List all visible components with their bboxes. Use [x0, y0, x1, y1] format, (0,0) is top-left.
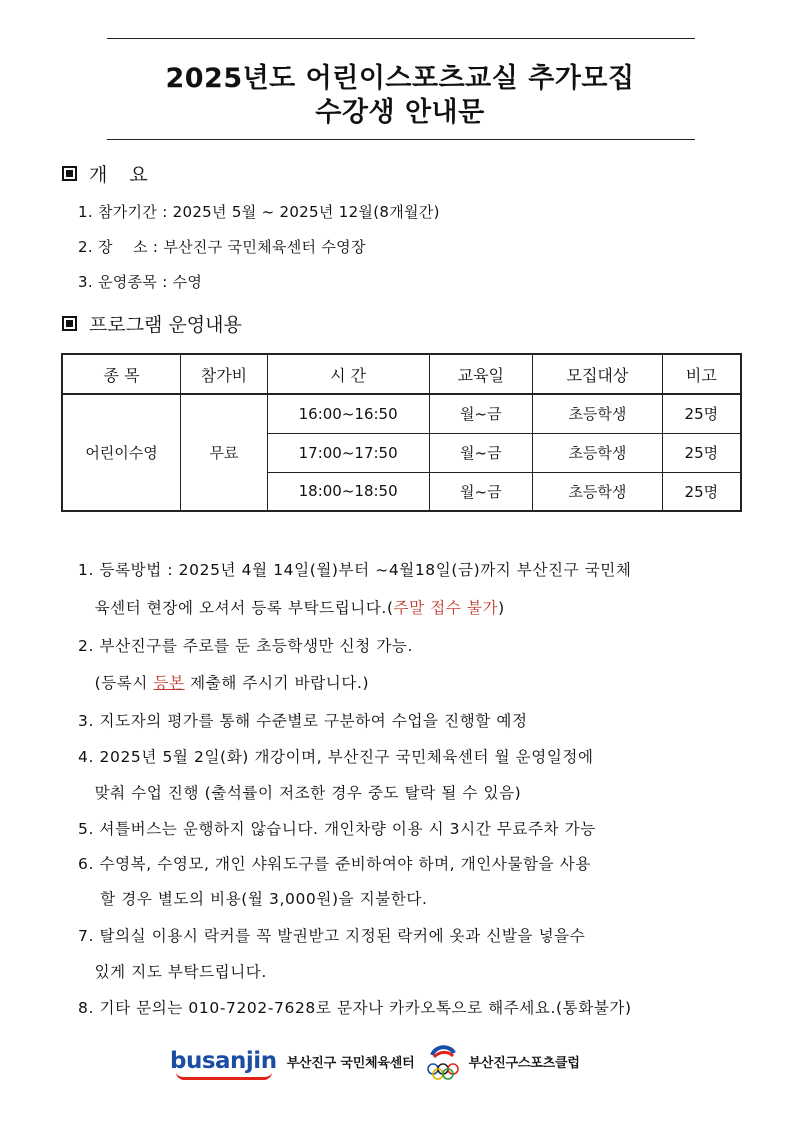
busanjin-logo — [170, 1048, 277, 1074]
sports-club-name: 부산진구스포츠클럽 — [468, 1055, 580, 1071]
cell-days: 월~금 — [429, 472, 533, 511]
footer-logos — [170, 1038, 630, 1084]
overview-item-period: 1. 참가기간 : 2025년 5월 ~ 2025년 12월(8개월간) — [78, 203, 440, 221]
overview-heading-label: 개 요 — [89, 164, 156, 186]
note-1-text: 육센터 현장에 오셔서 등록 부탁드립니다.( — [78, 599, 394, 617]
page-subtitle: 수강생 안내문 — [315, 97, 485, 128]
cell-target: 초등학생 — [533, 472, 663, 511]
header-target: 모집대상 — [533, 354, 663, 394]
section-program-heading — [62, 310, 242, 337]
note-7-line-1: 7. 탈의실 이용시 락커를 꼭 발권받고 지정된 락커에 옷과 신발을 넣을수 — [78, 927, 586, 945]
note-5: 5. 셔틀버스는 운행하지 않습니다. 개인차량 이용 시 3시간 무료주차 가능 — [78, 820, 596, 838]
note-6-line-2: 할 경우 별도의 비용(월 3,000원)을 지불한다. — [78, 890, 428, 908]
sports-center-name: 부산진구 국민체육센터 — [286, 1055, 415, 1071]
note-6-line-1: 6. 수영복, 수영모, 개인 샤워도구를 준비하여야 하며, 개인사물함을 사용 — [78, 855, 591, 873]
note-4-line-2: 맞춰 수업 진행 (출석률이 저조한 경우 중도 탈락 될 수 있음) — [78, 784, 522, 802]
header-event: 종 목 — [62, 354, 181, 394]
section-overview-heading — [62, 160, 156, 187]
note-1-close: ) — [498, 599, 505, 617]
cell-target: 초등학생 — [533, 433, 663, 472]
note-2-line-1: 2. 부산진구를 주로를 둔 초등학생만 신청 가능. — [78, 637, 413, 655]
note-4-line-1: 4. 2025년 5월 2일(화) 개강이며, 부산진구 국민체육센터 월 운영일정에 — [78, 748, 594, 766]
overview-item-sport: 3. 운영종목 : 수영 — [78, 273, 203, 291]
note-3: 3. 지도자의 평가를 통해 수준별로 구분하여 수업을 진행할 예정 — [78, 712, 528, 730]
cell-event: 어린이수영 — [62, 394, 181, 511]
header-note: 비고 — [662, 354, 741, 394]
header-days: 교육일 — [429, 354, 533, 394]
square-bullet-icon — [62, 166, 77, 181]
resident-certificate-highlight: 등본 — [153, 674, 185, 692]
note-8: 8. 기타 문의는 010-7202-7628로 문자나 카카오톡으로 해주세요.(통화불가) — [78, 999, 632, 1017]
page-title: 2025년도 어린이스포츠교실 추가모집 — [165, 63, 635, 94]
cell-days: 월~금 — [429, 394, 533, 433]
cell-time: 18:00~18:50 — [267, 472, 429, 511]
cell-note: 25명 — [662, 394, 741, 433]
bottom-rule — [107, 139, 695, 140]
program-table — [61, 353, 742, 512]
cell-note: 25명 — [662, 433, 741, 472]
cell-fee: 무료 — [181, 394, 268, 511]
note-2-text: (등록시 — [78, 674, 154, 692]
note-7-line-2: 있게 지도 부탁드립니다. — [78, 963, 267, 981]
table-row — [62, 394, 741, 433]
cell-days: 월~금 — [429, 433, 533, 472]
cell-target: 초등학생 — [533, 394, 663, 433]
square-bullet-icon — [62, 316, 77, 331]
table-header-row — [62, 354, 741, 394]
cell-note: 25명 — [662, 472, 741, 511]
note-1-line-2 — [78, 596, 505, 618]
sports-club-emblem-icon — [424, 1041, 462, 1081]
busanjin-logo-text: busanjin — [170, 1048, 277, 1074]
weekend-warning: 주말 접수 불가 — [393, 599, 499, 617]
header-time: 시 간 — [267, 354, 429, 394]
top-rule — [107, 38, 695, 39]
note-2-line-2 — [78, 671, 369, 693]
overview-item-place: 2. 장 소 : 부산진구 국민체육센터 수영장 — [78, 238, 366, 256]
header-fee: 참가비 — [181, 354, 268, 394]
note-2-rest: 제출해 주시기 바랍니다.) — [184, 674, 370, 692]
logo-swoosh — [176, 1072, 272, 1080]
note-1-line-1: 1. 등록방법 : 2025년 4월 14일(월)부터 ~4월18일(금)까지 부산진구 국민체 — [78, 561, 632, 579]
cell-time: 17:00~17:50 — [267, 433, 429, 472]
cell-time: 16:00~16:50 — [267, 394, 429, 433]
program-heading-label: 프로그램 운영내용 — [89, 314, 242, 336]
